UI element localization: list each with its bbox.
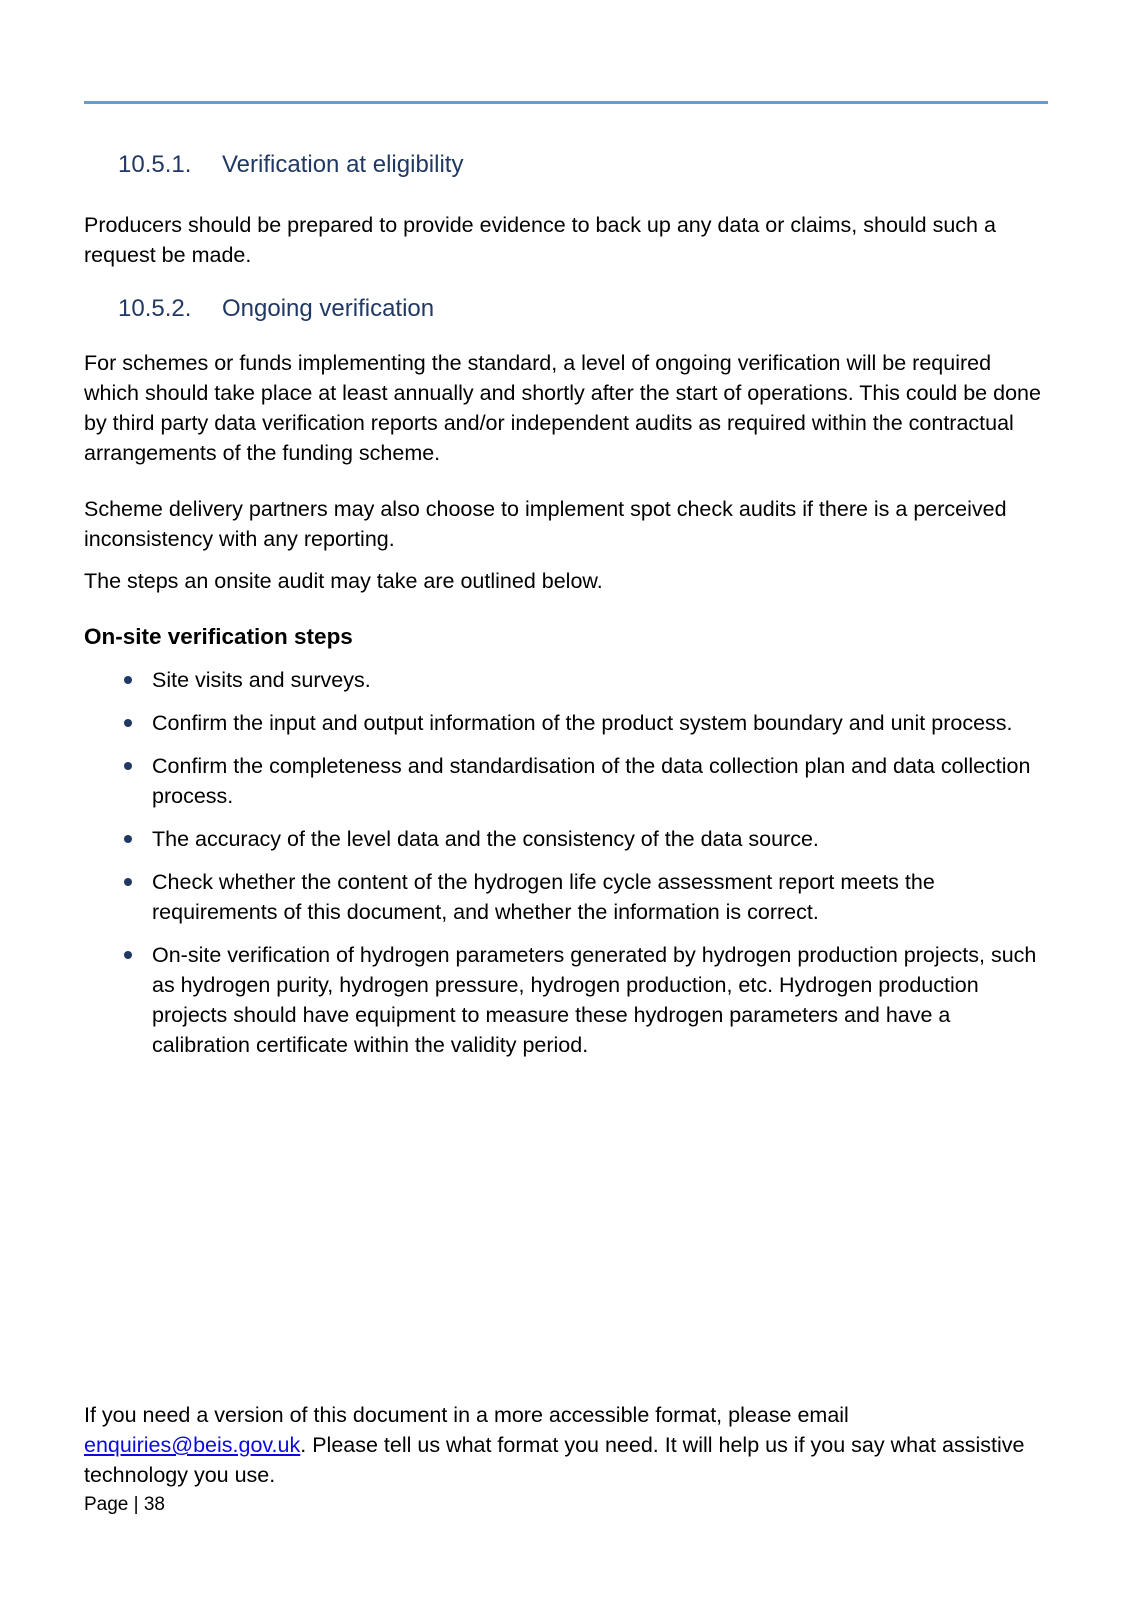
paragraph-spot-check: Scheme delivery partners may also choose to implement spot check audits if there is a perceived inconsistency with any reporting.: [84, 497, 1007, 551]
bullet-item: On-site verification of hydrogen parameters generated by hydrogen production projects, such as hydrogen purity, hydrogen pressure, hydrogen production, etc. Hydrogen production projects should have equipment to measure these hydrogen parameters and have a calibration certificate within the validity period.: [84, 940, 1048, 1060]
footer-text-before-link: If you need a version of this document in a more accessible format, please email: [84, 1403, 849, 1427]
bullet-item: The accuracy of the level data and the consistency of the data source.: [84, 824, 1048, 854]
section-title: Ongoing verification: [222, 295, 435, 322]
paragraph-verification-eligibility: Producers should be prepared to provide evidence to back up any data or claims, should such a request be made.: [84, 213, 996, 267]
email-link[interactable]: enquiries@beis.gov.uk: [84, 1433, 301, 1457]
bullet-item: Site visits and surveys.: [84, 665, 1048, 695]
accessibility-footer: [84, 1400, 1048, 1490]
verification-steps-list: [84, 665, 1048, 1060]
section-heading-10-5-1: [118, 150, 1048, 180]
section-number: 10.5.2.: [118, 295, 192, 322]
page-content: [84, 150, 1048, 1073]
page-number: Page | 38: [84, 1494, 166, 1515]
section-title: Verification at eligibility: [222, 151, 464, 178]
footer-text-after-link: . Please tell us what format you need. It will help us if you say what assistive technology you use.: [84, 1433, 1025, 1487]
bullet-item: Confirm the completeness and standardisation of the data collection plan and data collection process.: [84, 751, 1048, 811]
paragraph-ongoing-verification: For schemes or funds implementing the standard, a level of ongoing verification will be required which should take place at least annually and shortly after the start of operations. This could be done by third party data verification reports and/or independent audits as required within the contractual arrangements of the funding scheme.: [84, 351, 1041, 465]
header-divider-rule: [84, 101, 1048, 104]
paragraph-onsite-audit: The steps an onsite audit may take are outlined below.: [84, 569, 603, 593]
section-number: 10.5.1.: [118, 151, 192, 178]
bullet-item: Confirm the input and output information of the product system boundary and unit process.: [84, 708, 1048, 738]
bullet-item: Check whether the content of the hydrogen life cycle assessment report meets the requirements of this document, and whether the information is correct.: [84, 867, 1048, 927]
section-heading-10-5-2: [118, 294, 1048, 324]
onsite-verification-steps-heading: On-site verification steps: [84, 624, 353, 649]
